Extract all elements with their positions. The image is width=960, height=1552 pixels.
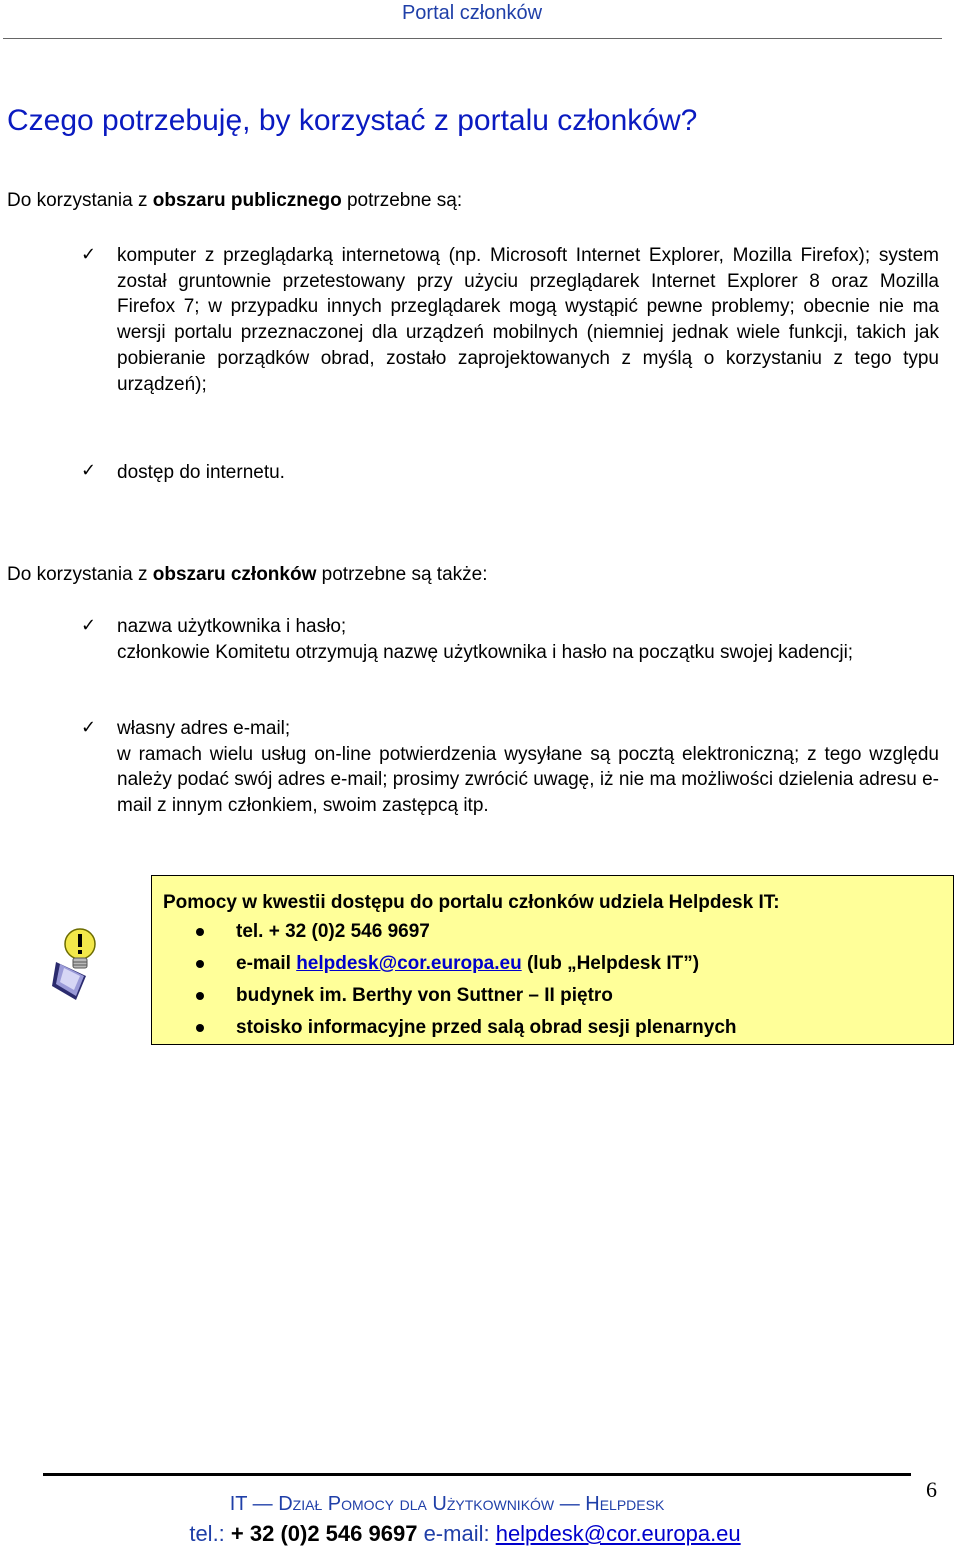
- list-item: [117, 243, 939, 397]
- check-icon: ✓: [81, 615, 97, 636]
- lightbulb-warning-icon: [52, 926, 110, 1002]
- footer-contact: [0, 1521, 930, 1547]
- helpdesk-tel: tel. + 32 (0)2 546 9697: [236, 921, 430, 942]
- public-section-intro: [7, 190, 462, 212]
- members-item-2-title: własny adres e-mail;: [117, 718, 291, 739]
- helpdesk-contact-list: [236, 921, 737, 1049]
- header-divider: [3, 38, 942, 39]
- bullet-dot-icon: [196, 992, 204, 1000]
- check-icon: ✓: [81, 244, 97, 265]
- footer-email-link[interactable]: helpdesk@cor.europa.eu: [495, 1521, 741, 1546]
- helpdesk-info-box: [151, 875, 954, 1045]
- helpdesk-box-title: Pomocy w kwestii dostępu do portalu członków udziela Helpdesk IT:: [163, 892, 780, 913]
- helpdesk-email-suffix: (lub „Helpdesk IT”): [521, 953, 700, 974]
- members-intro-bold: obszaru członków: [152, 564, 317, 585]
- bullet-dot-icon: [196, 1024, 204, 1032]
- page-number: 6: [926, 1477, 937, 1502]
- members-section-intro: [7, 564, 487, 586]
- members-item-1-title: nazwa użytkownika i hasło;: [117, 616, 347, 637]
- helpdesk-email-prefix: e-mail: [236, 953, 297, 974]
- members-item-2-body: w ramach wielu usług on-line potwierdzenia wysyłane są pocztą elektroniczną; z tego względu należy podać swój adres e-mail; prosimy zwrócić uwagę, iż nie ma możliwości dzielenia adresu e-mail z innym członkiem, swoim zastępcą itp.: [117, 743, 939, 817]
- list-item: [117, 614, 939, 665]
- footer-email-label: e-mail:: [417, 1521, 496, 1546]
- footer-department: IT — Dział Pomocy dla Użytkowników — Helpdesk: [229, 1493, 665, 1515]
- bullet-dot-icon: [196, 960, 204, 968]
- public-intro-prefix: Do korzystania z: [7, 190, 153, 211]
- members-intro-suffix: potrzebne są także:: [316, 564, 488, 585]
- check-icon: ✓: [81, 460, 97, 481]
- members-item-1-body: członkowie Komitetu otrzymują nazwę użytkownika i hasło na początku swojej kadencji;: [117, 641, 854, 663]
- list-item: [236, 985, 737, 1017]
- check-icon: ✓: [81, 717, 97, 738]
- page-title: Czego potrzebuję, by korzystać z portalu członków?: [7, 104, 698, 137]
- public-item-1: komputer z przeglądarką internetową (np. Microsoft Internet Explorer, Mozilla Firefox); system został gruntownie przetestowany przy użyciu przeglądarek Internet Explorer 8 oraz Mozilla Firefox 7; w przypadku innych przeglądarek mogą wystąpić pewne problemy; obecnie nie ma wersji portalu przeznaczonej dla urządzeń mobilnych (niemniej jednak wiele funkcji, takich jak pobieranie porządków obrad, zostało zaprojektowanych z myślą o korzystaniu z tego typu urządzeń);: [117, 245, 939, 395]
- list-item: [236, 1017, 737, 1049]
- public-intro-suffix: potrzebne są:: [341, 190, 463, 211]
- list-item: [117, 716, 939, 819]
- helpdesk-email-link[interactable]: helpdesk@cor.europa.eu: [296, 953, 522, 974]
- list-item: [236, 953, 737, 985]
- helpdesk-building: budynek im. Berthy von Suttner – II piętro: [236, 985, 613, 1006]
- public-item-2: dostęp do internetu.: [117, 462, 285, 483]
- members-intro-prefix: Do korzystania z: [7, 564, 153, 585]
- list-item: [236, 921, 737, 953]
- list-item: [117, 460, 939, 486]
- public-intro-bold: obszaru publicznego: [152, 190, 342, 211]
- footer-divider: [43, 1473, 911, 1476]
- bullet-dot-icon: [196, 928, 204, 936]
- footer-tel-label: tel.:: [189, 1521, 231, 1546]
- page-header-title: Portal członków: [401, 2, 543, 24]
- helpdesk-desk: stoisko informacyjne przed salą obrad sesji plenarnych: [236, 1017, 737, 1038]
- footer-tel-value: + 32 (0)2 546 9697: [230, 1521, 418, 1546]
